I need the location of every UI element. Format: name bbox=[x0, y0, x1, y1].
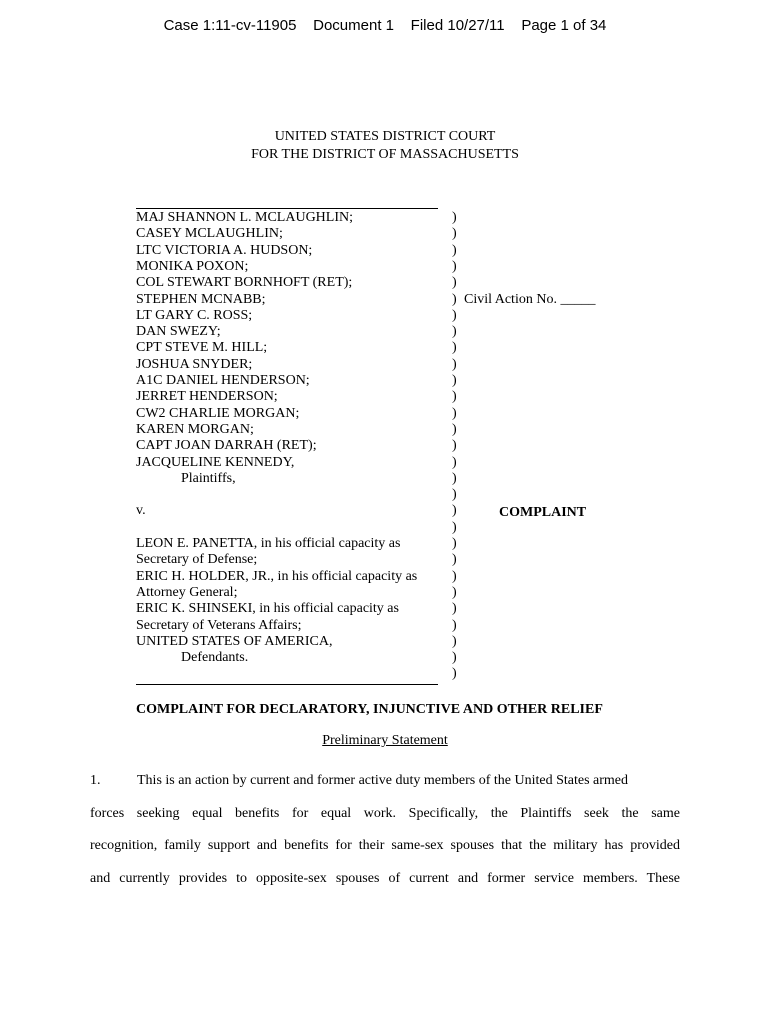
caption-paren: ) bbox=[452, 617, 457, 633]
caption-paren: ) bbox=[452, 568, 457, 584]
caption-paren: ) bbox=[452, 373, 457, 388]
caption-paren: ) bbox=[452, 258, 457, 274]
caption-paren: ) bbox=[452, 389, 457, 405]
plaintiff-name: CASEY MCLAUGHLIN; bbox=[136, 226, 283, 242]
caption-paren: ) bbox=[452, 405, 457, 421]
plaintiffs-label: Plaintiffs, bbox=[181, 470, 236, 486]
court-line-1: UNITED STATES DISTRICT COURT bbox=[274, 129, 496, 144]
caption-paren: ) bbox=[452, 291, 457, 307]
versus-label: v. bbox=[136, 503, 146, 519]
case-header bbox=[0, 17, 770, 34]
plaintiff-name: A1C DANIEL HENDERSON; bbox=[136, 373, 310, 388]
paragraph-1-text-1: This is an action by current and former active duty members of the United States armed bbox=[137, 773, 629, 788]
defendant-line: Attorney General; bbox=[136, 584, 238, 600]
plaintiff-name: CW2 CHARLIE MORGAN; bbox=[136, 405, 300, 421]
defendant-line: ERIC K. SHINSEKI, in his official capacity as bbox=[136, 601, 399, 617]
plaintiff-name: JOSHUA SNYDER; bbox=[136, 356, 253, 372]
paragraph-1-line-1 bbox=[90, 765, 680, 798]
caption-paren: ) bbox=[452, 633, 457, 649]
document-number: Document 1 bbox=[313, 17, 394, 34]
preliminary-statement-heading: Preliminary Statement bbox=[322, 733, 448, 748]
page-indicator: Page 1 of 34 bbox=[521, 17, 607, 34]
caption-paren: ) bbox=[452, 519, 457, 535]
caption-paren: ) bbox=[452, 666, 457, 682]
court-name bbox=[0, 128, 770, 164]
plaintiff-name: CAPT JOAN DARRAH (RET); bbox=[136, 438, 317, 454]
caption-paren: ) bbox=[452, 552, 457, 568]
caption-paren: ) bbox=[452, 226, 457, 242]
plaintiff-name: COL STEWART BORNHOFT (RET); bbox=[136, 275, 353, 291]
plaintiff-name: STEPHEN MCNABB; bbox=[136, 291, 266, 307]
plaintiff-name: LT GARY C. ROSS; bbox=[136, 307, 253, 323]
caption-paren: ) bbox=[452, 324, 457, 340]
defendant-line: ERIC H. HOLDER, JR., in his official capacity as bbox=[136, 568, 418, 584]
document-title: COMPLAINT FOR DECLARATORY, INJUNCTIVE AND OTHER RELIEF bbox=[136, 702, 603, 717]
caption-paren: ) bbox=[452, 242, 457, 258]
paragraph-1 bbox=[90, 765, 680, 895]
plaintiff-name: JACQUELINE KENNEDY, bbox=[136, 454, 295, 470]
filed-date: Filed 10/27/11 bbox=[410, 17, 505, 34]
defendant-line: Secretary of Veterans Affairs; bbox=[136, 617, 302, 633]
caption-paren: ) bbox=[452, 503, 457, 519]
caption-paren: ) bbox=[452, 438, 457, 454]
defendant-line: UNITED STATES OF AMERICA, bbox=[136, 633, 333, 649]
caption-paren: ) bbox=[452, 584, 457, 600]
caption-paren: ) bbox=[452, 601, 457, 617]
caption-paren: ) bbox=[452, 307, 457, 323]
plaintiff-name: KAREN MORGAN; bbox=[136, 421, 254, 437]
paragraph-number: 1. bbox=[90, 773, 101, 788]
caption-paren: ) bbox=[452, 536, 457, 551]
paragraph-1-line-3: recognition, family support and benefits for their same-sex spouses that the military has provided bbox=[90, 838, 680, 854]
caption-paren: ) bbox=[452, 421, 457, 437]
defendant-line: LEON E. PANETTA, in his official capacity as bbox=[136, 536, 401, 551]
caption-paren: ) bbox=[452, 487, 457, 503]
caption-paren: ) bbox=[452, 210, 457, 225]
plaintiff-name: MONIKA POXON; bbox=[136, 258, 249, 274]
caption-top-rule bbox=[136, 208, 438, 209]
caption-paren: ) bbox=[452, 454, 457, 470]
plaintiff-name: LTC VICTORIA A. HUDSON; bbox=[136, 242, 313, 258]
complaint-label: COMPLAINT bbox=[499, 505, 587, 520]
caption-paren: ) bbox=[452, 650, 457, 666]
defendant-line: Secretary of Defense; bbox=[136, 552, 258, 568]
court-line-2: FOR THE DISTRICT OF MASSACHUSETTS bbox=[251, 147, 519, 162]
caption-bottom-rule bbox=[136, 684, 438, 685]
case-number: Case 1:11-cv-11905 bbox=[163, 17, 297, 34]
defendants-label: Defendants. bbox=[181, 650, 249, 666]
caption-paren: ) bbox=[452, 470, 457, 486]
caption-paren: ) bbox=[452, 340, 457, 356]
plaintiff-name: MAJ SHANNON L. MCLAUGHLIN; bbox=[136, 210, 353, 225]
paragraph-1-line-4: and currently provides to opposite-sex spouses of current and former service members. These bbox=[90, 870, 680, 886]
paragraph-1-line-2: forces seeking equal benefits for equal work. Specifically, the Plaintiffs seek the same bbox=[90, 805, 680, 821]
civil-action-number: Civil Action No. _____ bbox=[464, 292, 596, 307]
plaintiff-name: DAN SWEZY; bbox=[136, 324, 221, 340]
plaintiff-name: CPT STEVE M. HILL; bbox=[136, 340, 268, 356]
caption-paren: ) bbox=[452, 275, 457, 291]
caption-paren: ) bbox=[452, 356, 457, 372]
plaintiff-name: JERRET HENDERSON; bbox=[136, 389, 278, 405]
